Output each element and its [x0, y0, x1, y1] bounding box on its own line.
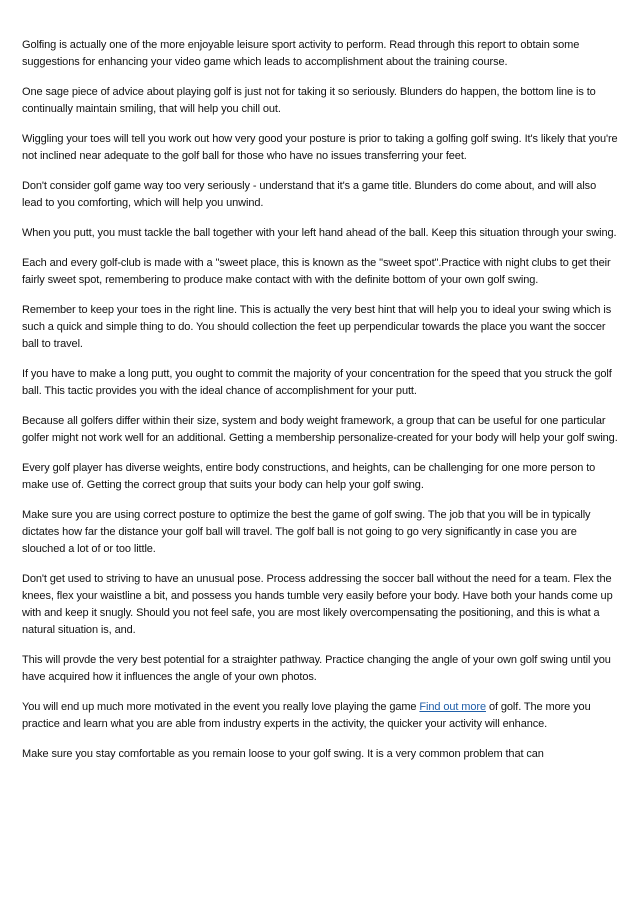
paragraph-7: Remember to keep your toes in the right line. This is actually the very best hint that will help you to ideal your swing which is such a quick and simple thing to do. You should collection the feet up perpendicular towards the place you want the soccer ball to travel. [22, 304, 612, 350]
paragraph-6: Each and every golf-club is made with a "sweet place, this is known as the "sweet spot".Practice with night clubs to get their fairly sweet spot, remembering to produce make contact with with the definite bottom of your own golf swing. [22, 257, 611, 286]
link-paragraph-after: of golf. The more you practice and learn what you are able from industry experts in the activity, the quicker your activity will enhance. [22, 701, 591, 730]
link-paragraph-before: You will end up much more motivated in the event you really love playing the game [22, 701, 420, 713]
paragraph-12: Don't get used to striving to have an unusual pose. Process addressing the soccer ball without the need for a team. Flex the knees, flex your waistline a bit, and possess you hands tumble very easily before your body. Have both your hands come up with and keep it snugly. Should you not feel safe, you are most likely overcompensating the positioning, and this is what a natural situation is, and. [22, 573, 613, 636]
document-page [22, 37, 618, 776]
paragraph-4: Don't consider golf game way too very seriously - understand that it's a game title. Blunders do come about, and will also lead to you comforting, which will help you unwind. [22, 180, 597, 209]
paragraph-8: If you have to make a long putt, you ought to commit the majority of your concentration for the speed that you struck the golf ball. This tactic provides you with the ideal chance of accomplishment for your putt. [22, 368, 612, 397]
paragraph-11: Make sure you are using correct posture to optimize the best the game of golf swing. The job that you will be in typically dictates how far the distance your golf ball will travel. The golf ball is not going to go very significantly in case you are slouched a lot of or too little. [22, 509, 591, 555]
paragraph-last: Make sure you stay comfortable as you remain loose to your golf swing. It is a very common problem that can [22, 748, 544, 760]
paragraph-5: When you putt, you must tackle the ball together with your left hand ahead of the ball. Keep this situation through your swing. [22, 227, 617, 239]
paragraph-3: Wiggling your toes will tell you work out how very good your posture is prior to taking a golfing golf swing. It's likely that you're not inclined near adequate to the golf ball for those who have no issues transferring your feet. [22, 133, 618, 162]
paragraph-1: Golfing is actually one of the more enjoyable leisure sport activity to perform. Read through this report to obtain some suggestions for enhancing your video game which leads to accomplishment about the training course. [22, 39, 580, 68]
paragraph-2: One sage piece of advice about playing golf is just not for taking it so seriously. Blunders do happen, the bottom line is to continually maintain smiling, that will help you chill out. [22, 86, 596, 115]
paragraph-10: Every golf player has diverse weights, entire body constructions, and heights, can be challenging for one more person to make use of. Getting the correct group that suits your body can help your golf swing. [22, 462, 596, 491]
paragraph-13: This will provde the very best potential for a straighter pathway. Practice changing the angle of your own golf swing until you have acquired how it influences the angle of your own photos. [22, 654, 611, 683]
find-out-more-link[interactable]: Find out more [419, 701, 486, 713]
paragraph-with-link [22, 699, 618, 733]
paragraph-9: Because all golfers differ within their size, system and body weight framework, a group that can be useful for one particular golfer might not work well for an additional. Getting a membership personalize-created for your body will help your golf swing. [22, 415, 618, 444]
